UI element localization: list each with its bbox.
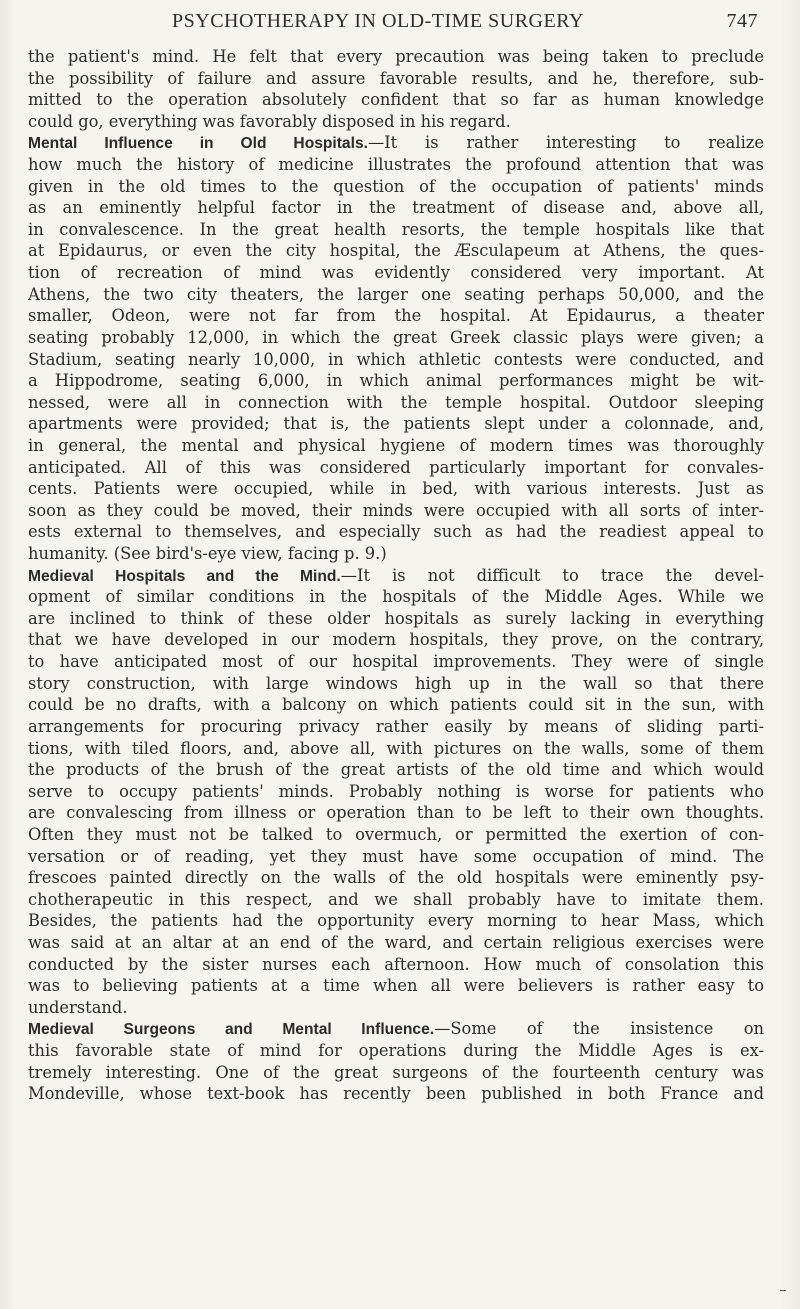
- text-run: —Some of the insistence on: [434, 1019, 764, 1039]
- text-line: tions, with tiled floors, and, above all, with pictures on the walls, some of them: [28, 738, 764, 758]
- text-line: serve to occupy patients' minds. Probably nothing is worse for patients who: [28, 781, 764, 801]
- text-run: —It is not difficult to trace the devel-: [340, 565, 764, 585]
- text-line: smaller, Odeon, were not far from the hospital. At Epidaurus, a theater: [28, 306, 764, 326]
- text-line: ests external to themselves, and especially such as had the readiest appeal to: [28, 522, 764, 542]
- text-line: to have anticipated most of our hospital improvements. They were of single: [28, 652, 764, 672]
- text-line: are inclined to think of these older hospitals as surely lacking in everything: [28, 608, 764, 628]
- text-line: a Hippodrome, seating 6,000, in which animal performances might be wit-: [28, 371, 764, 391]
- text-line: Often they must not be talked to overmuch, or permitted the exertion of con-: [28, 824, 764, 844]
- text-line: apartments were provided; that is, the patients slept under a colonnade, and,: [28, 414, 764, 434]
- text-line: could go, everything was favorably disposed in his regard.: [28, 111, 511, 131]
- text-line: the products of the brush of the great artists of the old time and which would: [28, 760, 764, 780]
- text-line: nessed, were all in connection with the temple hospital. Outdoor sleeping: [28, 392, 764, 412]
- text-line: are convalescing from illness or operation than to be left to their own thoughts.: [28, 803, 764, 823]
- text-line: given in the old times to the question of the occupation of patients' minds: [28, 176, 764, 196]
- section-heading: Mental Influence in Old Hospitals.: [28, 135, 368, 153]
- text-line: anticipated. All of this was considered particularly important for convales-: [28, 457, 764, 477]
- text-line: the possibility of failure and assure favorable results, and he, therefore, sub-: [28, 68, 764, 88]
- text-line: how much the history of medicine illustrates the profound attention that was: [28, 155, 764, 175]
- text-line: opment of similar conditions in the hospitals of the Middle Ages. While we: [28, 587, 764, 607]
- section-heading-line: [28, 565, 764, 587]
- section-heading-line: [28, 132, 764, 154]
- text-line: Besides, the patients had the opportunity every morning to hear Mass, which: [28, 911, 764, 931]
- text-line: as an eminently helpful factor in the treatment of disease and, above all,: [28, 198, 764, 218]
- text-line: cents. Patients were occupied, while in bed, with various interests. Just as: [28, 479, 764, 499]
- text-line: this favorable state of mind for operations during the Middle Ages is ex-: [28, 1041, 764, 1061]
- text-run: —It is rather interesting to realize: [367, 133, 765, 153]
- text-line: story construction, with large windows high up in the wall so that there: [28, 673, 764, 693]
- text-line: understand.: [28, 997, 128, 1017]
- running-title: PSYCHOTHERAPY IN OLD-TIME SURGERY: [172, 10, 584, 32]
- text-line: tion of recreation of mind was evidently considered very important. At: [28, 263, 764, 283]
- text-line: frescoes painted directly on the walls of the old hospitals were eminently psy-: [28, 868, 764, 888]
- text-line: mitted to the operation absolutely confident that so far as human knowledge: [28, 90, 764, 110]
- text-line: tremely interesting. One of the great surgeons of the fourteenth century was: [28, 1062, 764, 1082]
- text-line: conducted by the sister nurses each afternoon. How much of consolation this: [28, 954, 764, 974]
- text-line: Mondeville, whose text-book has recently been published in both France and: [28, 1084, 764, 1104]
- text-line: in convalescence. In the great health resorts, the temple hospitals like that: [28, 219, 764, 239]
- text-line: Athens, the two city theaters, the larger one seating perhaps 50,000, and the: [28, 284, 764, 304]
- text-line: could be no drafts, with a balcony on which patients could sit in the sun, with: [28, 695, 764, 715]
- text-line: humanity. (See bird's-eye view, facing p. 9.): [28, 544, 387, 564]
- text-line: that we have developed in our modern hospitals, they prove, on the contrary,: [28, 630, 764, 650]
- section-heading-line: [28, 1018, 764, 1040]
- text-line: Stadium, seating nearly 10,000, in which athletic contests were conducted, and: [28, 349, 764, 369]
- text-line: seating probably 12,000, in which the great Greek classic plays were given; a: [28, 327, 764, 347]
- text-line: at Epidaurus, or even the city hospital, the Æsculapeum at Athens, the ques-: [28, 241, 764, 261]
- section-heading: Medieval Surgeons and Mental Influence.: [28, 1021, 435, 1039]
- text-line: soon as they could be moved, their minds were occupied with all sorts of inter-: [28, 500, 764, 520]
- text-line: was said at an altar at an end of the ward, and certain religious exercises were: [28, 932, 764, 952]
- running-header: [60, 4, 770, 40]
- text-line: was to believing patients at a time when all were believers is rather easy to: [28, 976, 764, 996]
- text-line: arrangements for procuring privacy rather easily by means of sliding parti-: [28, 716, 764, 736]
- page-number: 747: [726, 10, 758, 32]
- text-line: in general, the mental and physical hygiene of modern times was thoroughly: [28, 435, 764, 455]
- text-line: versation or of reading, yet they must have some occupation of mind. The: [28, 846, 764, 866]
- text-line: chotherapeutic in this respect, and we shall probably have to imitate them.: [28, 889, 764, 909]
- text-line: the patient's mind. He felt that every precaution was being taken to preclude: [28, 47, 764, 66]
- section-heading: Medieval Hospitals and the Mind.: [28, 567, 341, 585]
- margin-mark: [780, 1290, 786, 1291]
- body-text: [28, 46, 764, 1105]
